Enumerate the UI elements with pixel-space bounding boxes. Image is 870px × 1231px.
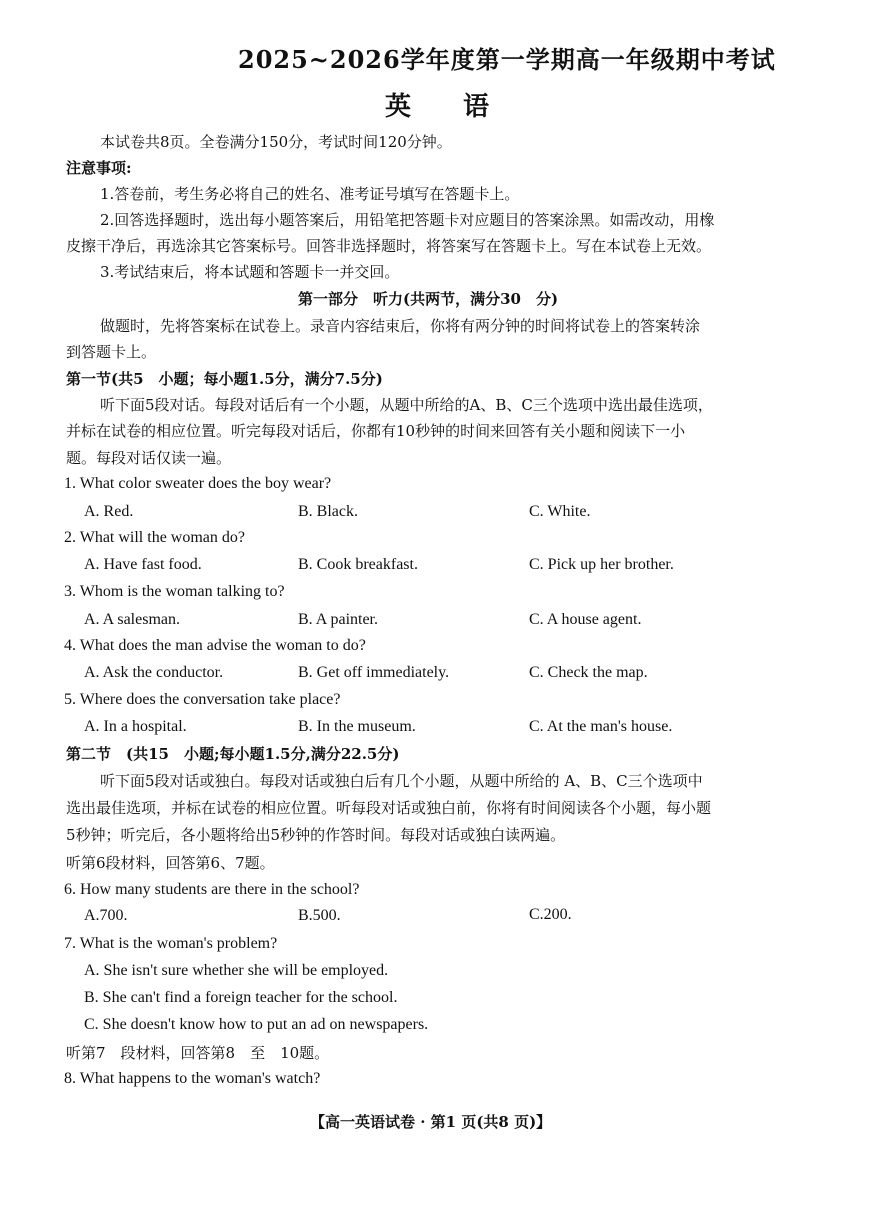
option-c: C. At the man's house. [529, 718, 673, 735]
question-1: 1. What color sweater does the boy wear? [64, 475, 332, 492]
section1-instruction: 听下面5段对话。每段对话后有一个小题，从题中所给的A、B、C三个选项中选出最佳选项， [100, 396, 713, 414]
question-4: 4. What does the man advise the woman to do? [64, 637, 366, 654]
option-b: B. Get off immediately. [298, 664, 450, 681]
option-b: B. Black. [298, 503, 358, 520]
question-7: 7. What is the woman's problem? [64, 935, 278, 952]
option-b: B. A painter. [298, 611, 378, 628]
question-5: 5. Where does the conversation take place? [64, 691, 341, 708]
option-b: B. In the museum. [298, 718, 416, 735]
option-c: C. She doesn't know how to put an ad on newspapers. [84, 1016, 429, 1033]
option-b: B.500. [298, 907, 341, 924]
subject-char-1: 英 [385, 92, 412, 122]
question-2: 2. What will the woman do? [64, 529, 245, 546]
section2-heading: 第二节 (共15 小题;每小题1.5分,满分22.5分) [66, 745, 400, 763]
note-item: 皮擦干净后，再选涂其它答案标号。回答非选择题时，将答案写在答题卡上。写在本试卷上无效。 [66, 237, 712, 255]
option-a: A. A salesman. [84, 611, 180, 628]
section2-instruction: 5秒钟；听完后，各小题将给出5秒钟的作答时间。每段对话或独白读两遍。 [66, 826, 566, 844]
exam-title: 2025~2026学年度第一学期高一年级期中考试 [238, 45, 776, 74]
material-6-label: 听第6段材料，回答第6、7题。 [66, 854, 275, 872]
option-a: A. Have fast food. [84, 556, 202, 573]
section2-instruction: 听下面5段对话或独白。每段对话或独白后有几个小题，从题中所给的 A、B、C三个选项中 [100, 772, 703, 790]
note-item: 1.答卷前，考生务必将自己的姓名、准考证号填写在答题卡上。 [100, 185, 520, 203]
section1-heading: 第一节(共5 小题；每小题1.5分，满分7.5分) [66, 370, 383, 388]
option-a: A. In a hospital. [84, 718, 187, 735]
note-item: 3.考试结束后，将本试题和答题卡一并交回。 [100, 263, 400, 281]
option-a: A. Ask the conductor. [84, 664, 224, 681]
question-3: 3. Whom is the woman talking to? [64, 583, 285, 600]
option-c: C. Check the map. [529, 664, 648, 681]
option-c: C.200. [529, 906, 572, 923]
intro-text: 本试卷共8页。全卷满分150分，考试时间120分钟。 [100, 133, 452, 151]
subject-title [385, 86, 489, 123]
option-a: A. She isn't sure whether she will be employed. [84, 962, 389, 979]
material-7-label: 听第7 段材料，回答第8 至 10题。 [66, 1044, 330, 1062]
option-c: C. White. [529, 503, 591, 520]
section1-instruction: 题。每段对话仅读一遍。 [66, 449, 232, 467]
option-c: C. Pick up her brother. [529, 556, 674, 573]
page-footer: 【高一英语试卷 · 第1 页(共8 页)】 [310, 1113, 552, 1131]
option-b: B. Cook breakfast. [298, 556, 418, 573]
option-a: A.700. [84, 907, 128, 924]
notes-heading: 注意事项: [66, 159, 132, 177]
option-c: C. A house agent. [529, 611, 642, 628]
section1-instruction: 并标在试卷的相应位置。听完每段对话后，你都有10秒钟的时间来回答有关小题和阅读下一小 [66, 422, 686, 440]
part1-instruction: 做题时，先将答案标在试卷上。录音内容结束后，你将有两分钟的时间将试卷上的答案转涂 [100, 317, 701, 335]
question-6: 6. How many students are there in the school? [64, 881, 360, 898]
section2-instruction: 选出最佳选项，并标在试卷的相应位置。听每段对话或独白前，你将有时间阅读各个小题，每小题 [66, 799, 712, 817]
part1-instruction: 到答题卡上。 [66, 343, 157, 361]
question-8: 8. What happens to the woman's watch? [64, 1070, 321, 1087]
note-item: 2.回答选择题时，选出每小题答案后，用铅笔把答题卡对应题目的答案涂黑。如需改动，用橡 [100, 211, 715, 229]
option-a: A. Red. [84, 503, 134, 520]
subject-char-2: 语 [463, 92, 490, 122]
option-b: B. She can't find a foreign teacher for the school. [84, 989, 398, 1006]
part1-heading: 第一部分 听力(共两节，满分30 分) [298, 290, 559, 308]
